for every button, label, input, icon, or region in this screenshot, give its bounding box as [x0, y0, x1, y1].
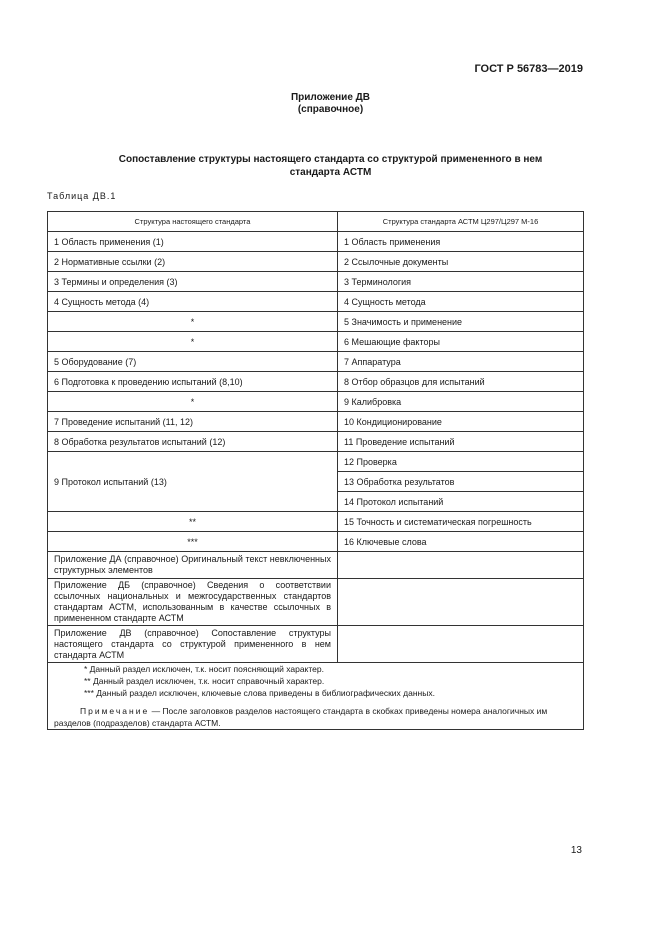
table-cell-current: 9 Протокол испытаний (13): [48, 452, 338, 512]
table-row-appendix: [48, 552, 584, 579]
table-cell-current: **: [48, 512, 338, 532]
table-row: [48, 512, 584, 532]
note-text: — После заголовков разделов настоящего стандарта в скобках приведены номера аналогичных им разделов (подразделов) стандарта АСТМ.: [54, 706, 548, 728]
column-header-current-standard: Структура настоящего стандарта: [48, 212, 338, 232]
comparison-table: [47, 211, 584, 730]
table-caption: Таблица ДВ.1: [47, 191, 117, 201]
table-cell-astm: 11 Проведение испытаний: [338, 432, 584, 452]
table-cell-astm: [338, 626, 584, 663]
table-cell-current: *: [48, 312, 338, 332]
table-cell-astm: 12 Проверка: [338, 452, 584, 472]
column-header-astm-standard: Структура стандарта АСТМ Ц297/Ц297 М-16: [338, 212, 584, 232]
table-row: [48, 532, 584, 552]
table-cell-current: 7 Проведение испытаний (11, 12): [48, 412, 338, 432]
table-cell-astm: 6 Мешающие факторы: [338, 332, 584, 352]
table-cell-astm: 10 Кондиционирование: [338, 412, 584, 432]
table-cell-astm: 13 Обработка результатов: [338, 472, 584, 492]
table-row: [48, 352, 584, 372]
table-cell-current: 6 Подготовка к проведению испытаний (8,10): [48, 372, 338, 392]
table-row: [48, 252, 584, 272]
footnote: * Данный раздел исключен, т.к. носит поясняющий характер.: [84, 664, 324, 674]
section-title: [60, 153, 601, 179]
table-cell-current: Приложение ДБ (справочное) Сведения о соответствии ссылочных национальных и межгосударственных стандартов стандартам АСТМ, использованным в качестве ссылочных в примененном стандарте АСТМ: [48, 579, 338, 626]
table-cell-astm: 9 Калибровка: [338, 392, 584, 412]
table-row: [48, 392, 584, 412]
table-cell-astm: 3 Терминология: [338, 272, 584, 292]
table-cell-astm: 4 Сущность метода: [338, 292, 584, 312]
appendix-heading: [0, 92, 661, 116]
table-cell-astm: 16 Ключевые слова: [338, 532, 584, 552]
table-cell-astm: 15 Точность и систематическая погрешность: [338, 512, 584, 532]
table-row: [48, 332, 584, 352]
document-code: ГОСТ Р 56783—2019: [474, 63, 583, 75]
table-cell-astm: 1 Область применения: [338, 232, 584, 252]
table-cell-current: ***: [48, 532, 338, 552]
table-notes: [48, 663, 584, 730]
section-title-line-2: стандарта АСТМ: [289, 167, 372, 178]
table-row-appendix: [48, 579, 584, 626]
page-number: 13: [570, 845, 582, 856]
table-cell-current: 3 Термины и определения (3): [48, 272, 338, 292]
table-cell-current: Приложение ДВ (справочное) Сопоставление структуры настоящего стандарта со структурой примененного в нем стандарта АСТМ: [48, 626, 338, 663]
table-cell-current: 1 Область применения (1): [48, 232, 338, 252]
appendix-subtitle: (справочное): [297, 104, 364, 115]
table-cell-astm: 2 Ссылочные документы: [338, 252, 584, 272]
section-title-line-1: Сопоставление структуры настоящего стандарта со структурой примененного в нем: [118, 154, 543, 165]
footnote: *** Данный раздел исключен, ключевые слова приведены в библиографических данных.: [84, 688, 435, 698]
table-row: [48, 292, 584, 312]
table-row: [48, 432, 584, 452]
table-row: [48, 412, 584, 432]
table-cell-current: 4 Сущность метода (4): [48, 292, 338, 312]
note-label: Примечание: [80, 706, 150, 716]
table-row: [48, 452, 584, 472]
table-row: [48, 272, 584, 292]
table-row: [48, 372, 584, 392]
table-note: [54, 705, 577, 729]
table-cell-current: 8 Обработка результатов испытаний (12): [48, 432, 338, 452]
table-cell-current: *: [48, 392, 338, 412]
table-cell-current: *: [48, 332, 338, 352]
table-cell-astm: [338, 579, 584, 626]
table-header-row: [48, 212, 584, 232]
table-cell-astm: 14 Протокол испытаний: [338, 492, 584, 512]
table-cell-astm: [338, 552, 584, 579]
table-cell-current: Приложение ДА (справочное) Оригинальный текст невключенных структурных элементов: [48, 552, 338, 579]
appendix-title: Приложение ДВ: [290, 92, 371, 103]
table-cell-astm: 8 Отбор образцов для испытаний: [338, 372, 584, 392]
table-row: [48, 232, 584, 252]
table-row-appendix: [48, 626, 584, 663]
table-cell-astm: 5 Значимость и применение: [338, 312, 584, 332]
table-row: [48, 312, 584, 332]
table-cell-astm: 7 Аппаратура: [338, 352, 584, 372]
footnote: ** Данный раздел исключен, т.к. носит справочный характер.: [84, 676, 325, 686]
table-notes-row: [48, 663, 584, 730]
table-cell-current: 5 Оборудование (7): [48, 352, 338, 372]
table-cell-current: 2 Нормативные ссылки (2): [48, 252, 338, 272]
